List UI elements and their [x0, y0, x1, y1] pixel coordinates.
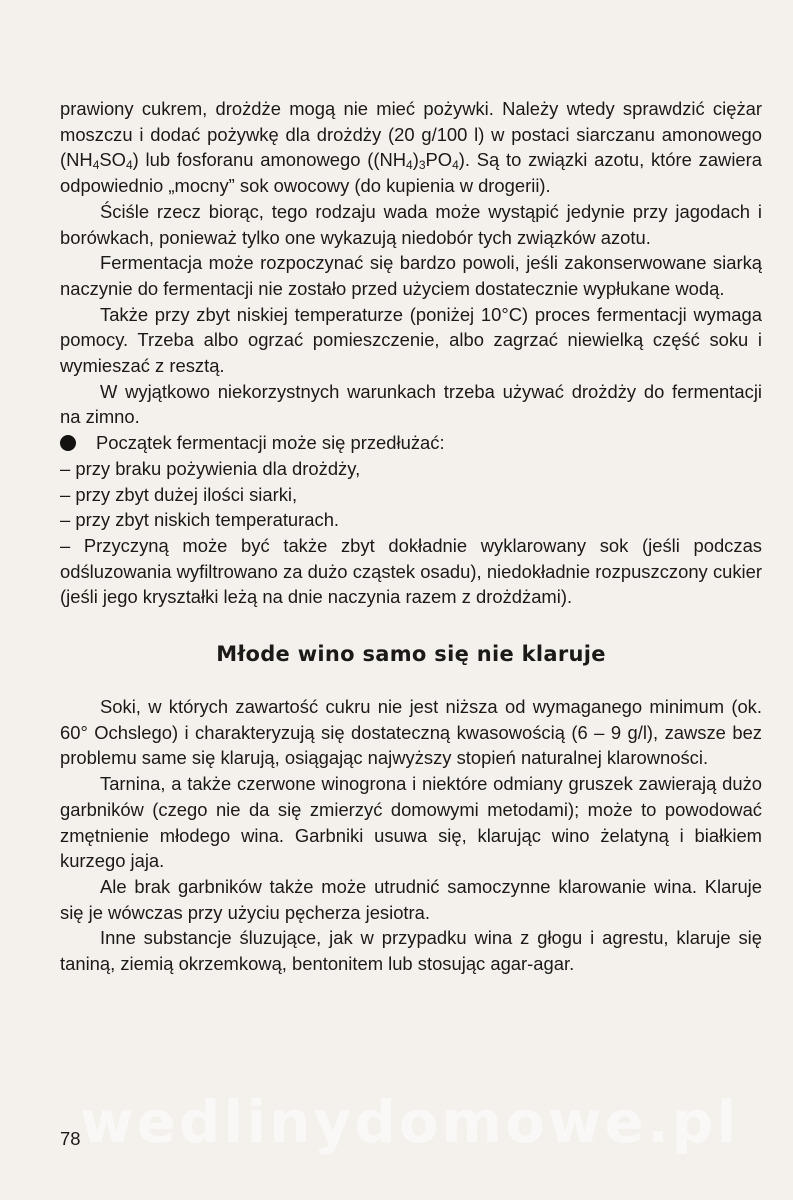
paragraph-4: Także przy zbyt niskiej temperaturze (poniżej 10°C) proces fermentacji wymaga pomocy. Trzeba albo ogrzać pomieszczenie, albo zagrzać niewielką część soku i wymieszać z resztą. [60, 303, 762, 377]
paragraph-group-bottom [60, 694, 762, 977]
paragraph-3: Fermentacja może rozpoczynać się bardzo powoli, jeśli zakonserwowane siarką naczynie do fermentacji nie zostało przed użyciem dostatecznie wypłukane wodą. [60, 252, 762, 299]
paragraph-8: Ale brak garbników także może utrudnić samoczynne klarowanie wina. Klaruje się je wówczas przy użyciu pęcherza jesiotra. [60, 875, 762, 923]
paragraph-group-top [60, 96, 762, 430]
dash-item-2: – przy zbyt dużej ilości siarki, [60, 483, 298, 505]
bullet-item [60, 430, 762, 456]
paragraph-7: Tarnina, a także czerwone winogrona i niektóre odmiany gruszek zawierają dużo garbników (czego nie da się zmierzyć domowymi metodami); może to powodować zmętnienie młodego wina. Garbniki usuwa się, klarując wino żelatyną i białkiem kurzego jaja. [60, 773, 762, 872]
dash-item-1: – przy braku pożywienia dla drożdży, [60, 457, 361, 479]
page-body [60, 96, 762, 977]
paragraph-5: W wyjątkowo niekorzystnych warunkach trzeba używać drożdży do fermentacji na zimno. [60, 380, 762, 428]
watermark: wedlinydomowe.pl [80, 1088, 740, 1156]
page-number: 78 [60, 1128, 81, 1149]
bullet-text: Początek fermentacji może się przedłużać: [96, 432, 445, 454]
bullet-dot-icon [60, 435, 76, 451]
dash-item-4: – Przyczyną może być także zbyt dokładnie wyklarowany sok (jeśli podczas odśluzowania wyfiltrowano za dużo cząstek osadu), niedokładnie rozpuszczony cukier (jeśli jego kryształki leżą na dnie naczynia razem z drożdżami). [60, 534, 762, 608]
dash-item-3: – przy zbyt niskich temperaturach. [60, 509, 340, 531]
paragraph-1: prawiony cukrem, drożdże mogą nie mieć pożywki. Należy wtedy sprawdzić ciężar moszczu i dodać pożywkę dla drożdży (20 g/100 l) w postaci siarczanu amonowego $(NH_4SO_4)$ lub fosforanu amonowego $((NH_4)_3PO_4)$. Są to związki azotu, które zawiera odpowiednio „mocny” sok owocowy (do kupienia w drogerii). [60, 98, 762, 197]
section-heading: Młode wino samo się nie klaruje [216, 642, 606, 667]
paragraph-6: Soki, w których zawartość cukru nie jest niższa od wymaganego minimum (ok. 60° Ochslego) i charakteryzują się dostateczną kwasowością (6 – 9 g/l), zawsze bez problemu same się klarują, osiągając najwyższy stopień naturalnej klarowności. [60, 696, 762, 769]
paragraph-9: Inne substancje śluzujące, jak w przypadku wina z głogu i agrestu, klaruje się taniną, ziemią okrzemkową, bentonitem lub stosując agar-agar. [60, 927, 762, 975]
paragraph-2: Ściśle rzecz biorąc, tego rodzaju wada może wystąpić jedynie przy jagodach i borówkach, ponieważ tylko one wykazują niedobór tych związków azotu. [60, 200, 762, 248]
